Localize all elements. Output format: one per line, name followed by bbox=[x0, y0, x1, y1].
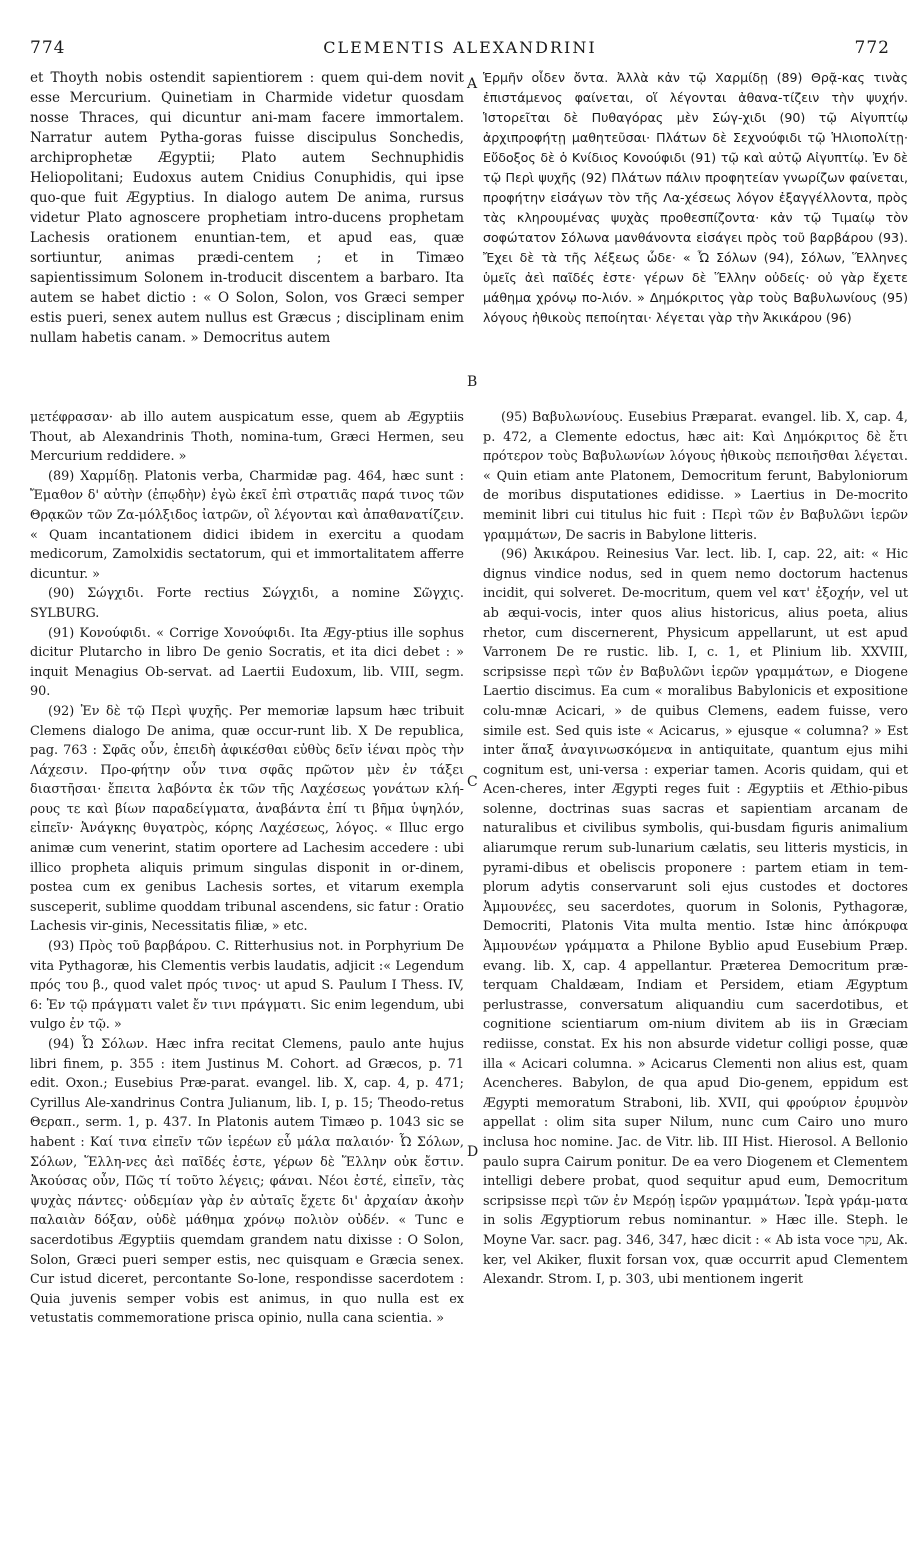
page-number-right: 772 bbox=[854, 38, 890, 58]
footnote-89: (89) Χαρμίδῃ. Platonis verba, Charmidæ pag. 464, hæc sunt : Ἔμαθον δ' αὐτὴν (ἐπῳδὴν) ἐγὼ ἐκεῖ ἐπὶ στρατιᾶς παρά τινος τῶν Θρᾳκῶν τῶν Ζα-μόλξιδος ἰατρῶν, οἳ λέγονται καὶ ἀπαθανατίζειν. « Quam incantationem didici ibidem in exercitu a quodam medicorum, Zamolxidis sectatorum, qui et immortalitatem afferre dicuntur. » bbox=[30, 468, 464, 582]
footnote-continuation: μετέφρασαν· ab illo autem auspicatum esse, quem ab Ægyptiis Thout, ab Alexandrinis Thoth, nomina-tum, Græci Hermen, seu Mercurium reddidere. » bbox=[30, 410, 464, 465]
footnote-94: (94) Ὦ Σόλων. Hæc infra recitat Clemens, paulo ante hujus libri finem, p. 355 : item Justinus M. Cohort. ad Græcos, p. 71 edit. Oxon.; Eusebius Præ-parat. evangel. lib. X, cap. 4, p. 471; Cyrillus Ale-xandrinus Contra Julianum, lib. I, p. 15; Theodo-retus Θεραπ., serm. 1, p. 437. In Platonis autem Timæo p. 1043 sic se habent : Καί τινα εἰπεῖν τῶν ἱερέων εὖ μάλα παλαιόν· Ὦ Σόλων, Σόλων, Ἕλλη-νες ἀεὶ παῖδές ἐστε, γέρων δὲ Ἕλλην οὐκ ἔστιν. Ἀκούσας οὖν, Πῶς τί τοῦτο λέγεις; φάναι. Νέοι ἐστέ, εἰπεῖν, τὰς ψυχὰς πάντες· οὐδεμίαν γὰρ ἐν αὐταῖς ἔχετε δι' ἀρχαίαν ἀκοὴν παλαιὰν δόξαν, οὐδὲ μάθημα χρόνῳ πολιὸν οὐδέν. « Tunc e sacerdotibus Ægyptiis quemdam grandem natu dixisse : O Solon, Solon, Græci pueri semper estis, nec quisquam e Græcia senex. Cur istud diceret, percontante So-lone, respondisse sacerdotem : Quia juvenis semper vobis est animus, in quo nulla est ex vetustatis commemoratione prisca opinio, nulla cana scientia. » bbox=[30, 1037, 464, 1327]
greek-main-text: Ἑρμῆν οἶδεν ὄντα. Ἀλλὰ κἀν τῷ Χαρμίδῃ (89) Θρᾷ-κας τινὰς ἐπιστάμενος φαίνεται, οἵ λέγονται ἀθανα-τίζειν τὴν ψυχήν. Ἱστορεῖται δὲ Πυθαγόρας μὲν Σώγ-χιδι (90) τῷ Αἰγυπτίῳ ἀρχιπροφήτῃ μαθητεῦσαι· Πλάτων δὲ Σεχνούφιδι τῷ Ἡλιοπολίτῃ· Εὔδοξος δὲ ὁ Κνίδιος Κονούφιδι (91) τῷ καὶ αὐτῷ Αἰγυπτίῳ. Ἐν δὲ τῷ Περὶ ψυχῆς (92) Πλάτων πάλιν προφητείαν γνωρίζων φαίνεται, προφήτην εἰσάγων τὸν τῆς Λα-χέσεως λόγον ἐξαγγέλλοντα, πρὸς τὰς κληρουμένας ψυχὰς προθεσπίζοντα· κἀν τῷ Τιμαίῳ τὸν σοφώτατον Σόλωνα μανθάνοντα εἰσάγει πρὸς τοῦ βαρβάρου (93). Ἔχει δὲ τὰ τῆς λέξεως ὧδε· « Ὦ Σόλων (94), Σόλων, Ἕλληνες ὑμεῖς ἀεὶ παῖδές ἐστε· γέρων δὲ Ἕλλην οὐδείς· οὐ γὰρ ἔχετε μάθημα χρόνῳ πο-λιόν. » Δημόκριτος γὰρ τοὺς Βαβυλωνίους (95) λόγους ἠθικοὺς πεποίηται· λέγεται γὰρ τὴν Ἀκικάρου (96) bbox=[483, 70, 908, 325]
footnote-93: (93) Πρὸς τοῦ βαρβάρου. C. Ritterhusius not. in Porphyrium De vita Pythagoræ, his Clementis verbis laudatis, adjicit :« Legendum πρός του β., quod valet πρός τινος· ut apud S. Paulum I Thess. IV, 6: Ἐν τῷ πράγματι valet ἔν τινι πράγματι. Sic enim legendum, ubi vulgo ἐν τῷ. » bbox=[30, 939, 464, 1033]
footnotes-left-column bbox=[30, 408, 464, 1508]
footnotes-right-column bbox=[483, 408, 908, 1508]
latin-main-text: et Thoyth nobis ostendit sapientiorem : quem qui-dem novit esse Mercurium. Quinetiam in Charmide videtur quosdam nosse Thraces, qui dicuntur ani-mam facere immortalem. Narratur autem Pytha-goras fuisse discipulus Sonchedis, archiprophetæ Ægyptii; Plato autem Sechnuphidis Heliopolitani; Eudoxus autem Cnidius Conuphidis, qui ipse quo-que fuit Ægyptius. In dialogo autem De anima, rursus videtur Plato agnoscere prophetiam intro-ducens prophetam Lachesis orationem enuntian-tem, et apud eas, quæ sortiuntur, animas prædi-centem ; et in Timæo sapientissimum Solonem in-troducit discentem a barbaro. Ita autem se habet dictio : « O Solon, Solon, vos Græci semper estis pueri, senex autem nullus est Græcus ; disciplinam enim nullam habetis canam. » Democritus autem bbox=[30, 70, 464, 346]
page-number-left: 774 bbox=[30, 38, 66, 58]
margin-letter-a: A bbox=[467, 76, 478, 92]
footnote-95: (95) Βαβυλωνίους. Eusebius Præparat. evangel. lib. X, cap. 4, p. 472, a Clemente edoctus, hæc ait: Καὶ Δημόκριτος δὲ ἔτι πρότερον τοὺς Βαβυλωνίων λόγους ἠθικοὺς πεποιῆσθαι λέγεται. « Quin etiam ante Platonem, Democritum ferunt, Babyloniorum de moribus disputationes edidisse. » Laertius in De-mocrito meminit libri cui titulus hic fuit : Περὶ τῶν ἐν Βαβυλῶνι ἱερῶν γραμμάτων, De sacris in Babylone litteris. bbox=[483, 410, 908, 543]
footnote-90: (90) Σώγχιδι. Forte rectius Σώγχιδι, a nomine Σῶγχις. SYLBURG. bbox=[30, 586, 464, 621]
footnote-91: (91) Κονούφιδι. « Corrige Χονούφιδι. Ita Ægy-ptius ille sophus dicitur Plutarcho in libro De genio Socratis, et ita dici debet : » inquit Menagius Ob-servat. ad Laertii Eudoxum, lib. VIII, segm. 90. bbox=[30, 625, 464, 700]
footnote-96: (96) Ἀκικάρου. Reinesius Var. lect. lib. I, cap. 22, ait: « Hic dignus vindice nodus, sed in quem nemo doctorum hactenus incidit, qui solveret. De-mocritum, quem vel κατ' ἐξοχήν, vel ut ab æqui-vocis, inter quos alius historicus, alius poeta, alius rhetor, cum discernerent, Physicum appellarunt, ut est apud Varronem De re rustic. lib. I, c. 1, et Plinium lib. XXVIII, scripsisse περὶ τῶν ἐν Βαβυλῶνι ἱερῶν γραμμάτων, e Diogene Laertio discimus. Ea cum « moralibus Babylonicis et expositione colu-mnæ Acicari, » de quibus Clemens, eadem fuisse, vero simile est. Sed quis iste « Acicarus, » ejusque « columna? » Est inter ἅπαξ ἀναγινωσκόμενα in antiquitate, quantum ejus mihi cognitum est, uni-versa : experiar tamen. Acoris quidam, qui et Acen-cheres, inter Ægypti reges fuit : Ægyptiis et Æthio-pibus solenne, doctrinas suas sacras et sapientiam arcanam de naturalibus et civilibus symbolis, qui-busdam figuris animalium aliarumque rerum sub-lunarium cælatis, seu litteris mysticis, in pyrami-dibus et obeliscis proponere : partem etiam in tem-plorum adytis conservarunt soli ejus custodes et doctores Ἀμμουνέες, seu sacerdotes, quorum in Solonis, Pythagoræ, Democriti, Platonis Vita multa mentio. Istæ hinc ἀπόκρυφα Ἀμμουνέων γράμματα a Philone Byblio apud Eusebium Præp. evang. lib. X, cap. 4 appellantur. Præterea Democritum præ-terquam Chaldæam, Indiam et Persidem, etiam Ægyptum perlustrasse, conversatum aliquandiu cum sacerdotibus, et cognitione scientiarum om-nium divitem ab iis in Græciam rediisse, constat. Ex his non absurde videtur colligi posse, quæ illa « Acicari columna. » Acicarus Clementi non alius est, quam Acencheres. Babylon, de qua apud Dio-genem, eppidum est Ægypti memoratum Straboni, lib. XVII, qui φρούριον ἐρυμνὸν appellat : olim sita super Nilum, nunc cum Cairo uno muro inclusa hoc nomine. Jac. de Vitr. lib. III Hist. Hierosol. A Bellonio paulo supra Cairum ponitur. De ea vero Diogenem et Clementem intelligi debere probat, quod sequitur apud eum, Democritum scripsisse περὶ τῶν ἐν Μερόῃ ἱερῶν γραμμάτων. Ἱερὰ γράμ-ματα in solis Ægyptiorum rebus nominantur. » Hæc ille. Steph. le Moyne Var. sacr. pag. 346, 347, hæc dicit : « Ab ista voce עקר, Ak. ker, vel Akiker, fluxit forsan vox, quæ occurrit apud Clementem Alexandr. Strom. I, p. 303, ubi mentionem ingerit bbox=[483, 547, 908, 1288]
margin-letter-d: D bbox=[467, 1144, 479, 1160]
margin-letter-c: C bbox=[467, 774, 478, 790]
running-title: CLEMENTIS ALEXANDRINI bbox=[323, 38, 597, 57]
page-header bbox=[30, 38, 890, 62]
margin-letter-b: B bbox=[467, 374, 478, 390]
footnote-92: (92) Ἐν δὲ τῷ Περὶ ψυχῆς. Per memoriæ lapsum hæc tribuit Clemens dialogo De anima, quæ occur-runt lib. X De republica, pag. 763 : Σφᾶς οὖν, ἐπειδὴ ἀφικέσθαι εὐθὺς δεῖν ἰέναι πρὸς τὴν Λάχεσιν. Προ-φήτην οὖν τινα σφᾶς πρῶτον μὲν ἐν τάξει διαστῆσαι· ἔπειτα λαβόντα ἐκ τῶν τῆς Λαχέσεως γονάτων κλή-ρους τε καὶ βίων παραδείγματα, ἀναβάντα ἐπί τι βῆμα ὑψηλόν, εἰπεῖν· Ἀνάγκης θυγατρὸς, κόρης Λαχέσεως, λόγος. « Illuc ergo animæ cum venerint, statim oportere ad Lachesim accedere : ubi illico propheta aliquis primum singulas disponit in or-dinem, postea cum ex genibus Lachesis sortes, et vitarum exempla susceperit, sublime quoddam tribunal ascendens, sic fatur : Oratio Lachesis vir-ginis, Necessitatis filiæ, » etc. bbox=[30, 703, 464, 935]
